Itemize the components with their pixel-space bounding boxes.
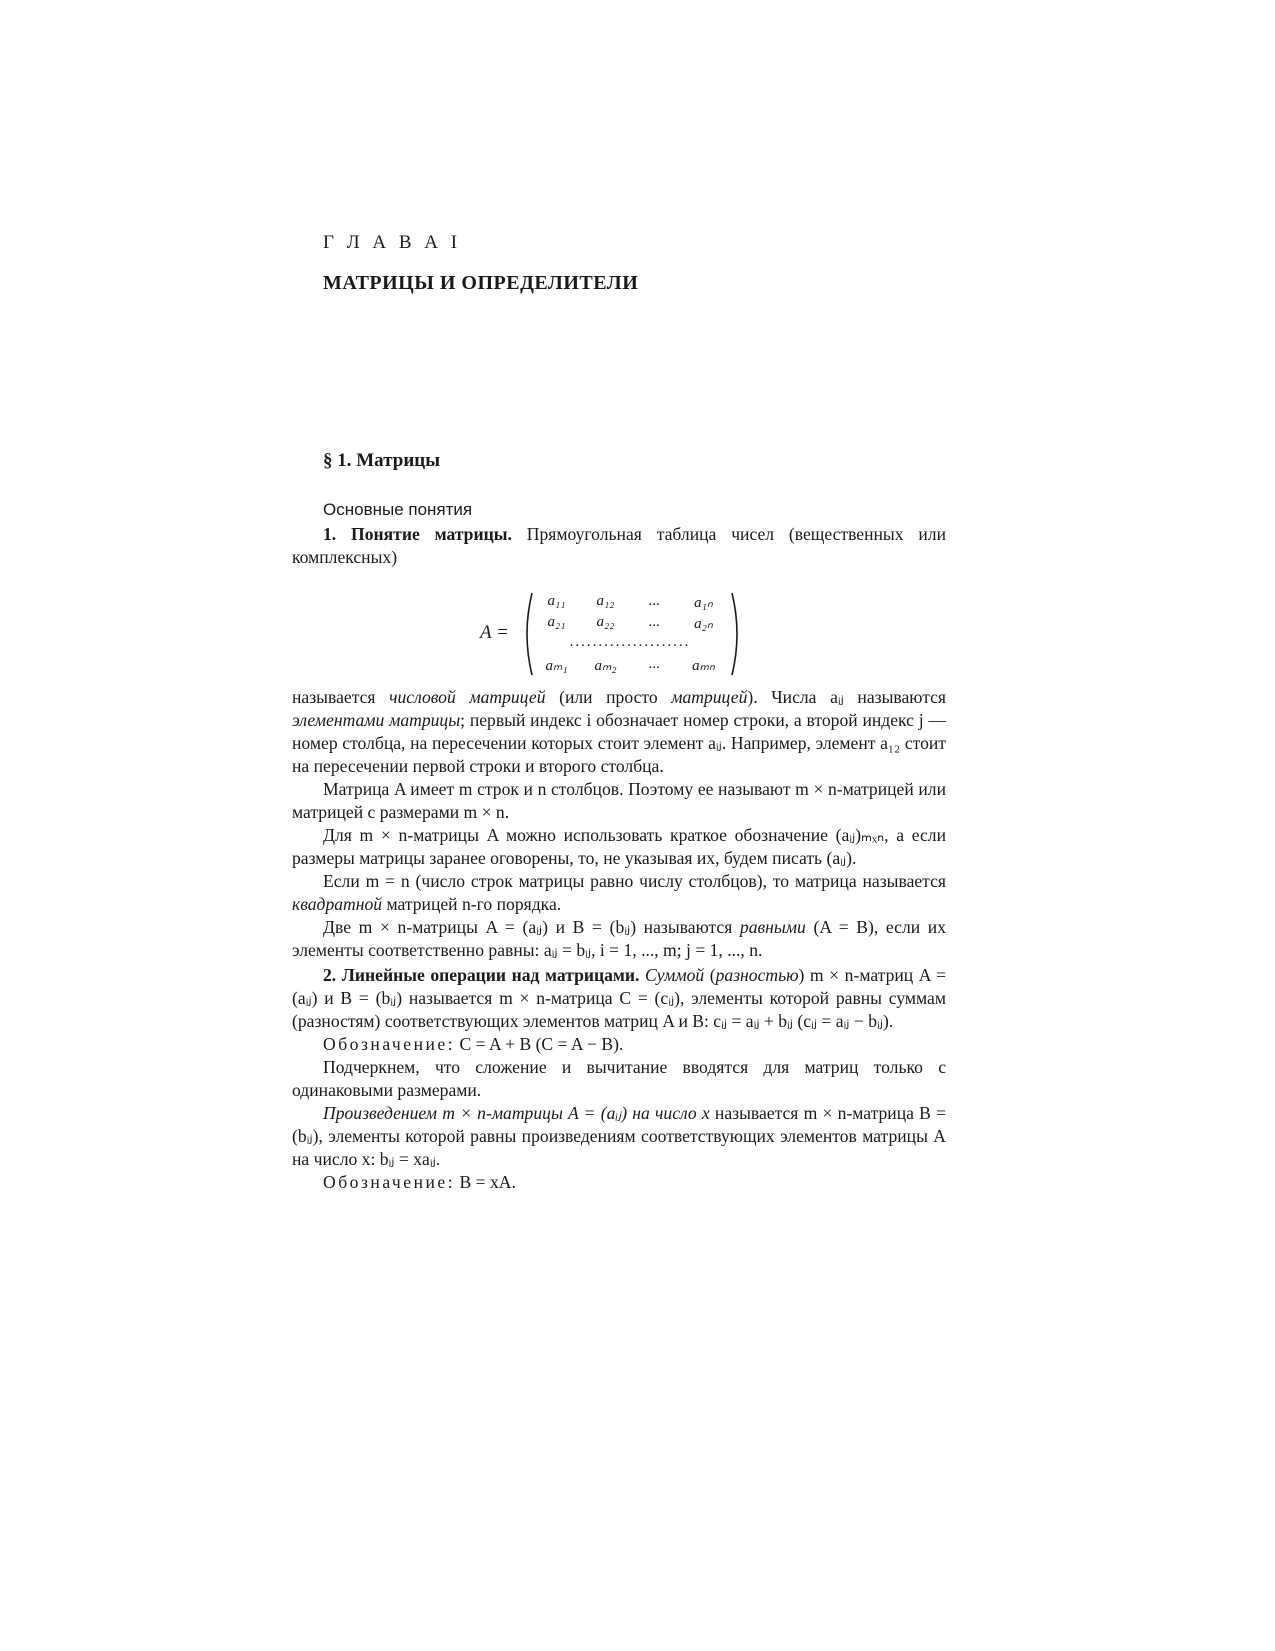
matrix-row [532,656,728,677]
section-title: § 1. Матрицы [323,450,441,471]
matrix-grid [532,593,728,677]
matrix-dots: ..................... [569,634,691,650]
paragraph-9: Подчеркнем, что сложение и вычитание вводятся для матриц только с одинаковыми размерами. [292,1057,946,1100]
matrix-lhs: A = [480,622,509,643]
matrix-cell: a₂₂ [596,614,615,630]
paragraph-1 [292,523,946,569]
term-elements: элементами матрицы [292,710,461,730]
paragraph-6: Две m × n-матрицы A = (aᵢⱼ) и B = (bᵢⱼ) называются равными (A = B), если их элементы соответственно равны: aᵢⱼ = bᵢⱼ, i = 1, ..., m; j = 1, ..., n. [292,917,946,960]
matrix-cell: a₁₁ [547,593,566,609]
paragraph-5: Если m = n (число строк матрицы равно числу столбцов), то матрица называется квадратной матрицей n-го порядка. [292,871,946,914]
matrix-cell: aₘₙ [692,658,715,674]
paragraph-3: Матрица A имеет m строк и n столбцов. Поэтому ее называют m × n-матрицей или матрицей с размерами m × n. [292,779,946,822]
paragraph-2: называется числовой матрицей (или просто матрицей). Числа aᵢⱼ называются элементами матрицы; первый индекс i обозначает номер строки, а второй индекс j — номер столбца, на пересечении которых стоит элемент aᵢⱼ. Например, элемент a₁₂ стоит на пересечении первой строки и второго столбца. [292,687,946,776]
matrix-display [480,591,760,681]
term-matrix: матрицей [671,687,748,707]
paragraph-1-heading: 1. Понятие матрицы. [323,524,512,544]
paragraph-1-text: Прямоугольная таблица чисел (вещественных или комплексных) [292,524,946,567]
term-square: квадратной [292,894,383,914]
paragraph-4: Для m × n-матрицы A можно использовать краткое обозначение (aᵢⱼ)ₘₓₙ, а если размеры матрицы заранее оговорены, то, не указывая их, будем писать (aᵢⱼ). [292,825,946,868]
term-difference: разностью [715,965,799,985]
matrix-cell: a₂ₙ [694,616,713,632]
notation-label: Обозначение: [323,1034,456,1054]
subsection-title: Основные понятия [323,500,473,519]
body-text [292,686,946,1194]
paragraph-8: Обозначение: C = A + B (C = A − B). [323,1034,624,1054]
matrix-cell: a₂₁ [547,614,566,630]
chapter-label: Г Л А В А I [323,232,462,253]
term-product: Произведением m × n-матрицы A = (aᵢⱼ) на число x [323,1103,710,1123]
paragraph-7-heading: 2. Линейные операции над матрицами. [323,965,640,985]
matrix-cell: ... [648,614,661,630]
matrix-cell: ... [648,593,661,609]
matrix-cell: aₘ₁ [545,658,568,674]
notation-label: Обозначение: [323,1172,456,1192]
matrix-row [532,593,728,614]
chapter-title: МАТРИЦЫ И ОПРЕДЕЛИТЕЛИ [323,272,639,294]
paragraph-11: Обозначение: B = xA. [323,1172,516,1192]
term-numeric-matrix: числовой матрицей [389,687,546,707]
paragraph-10: Произведением m × n-матрицы A = (aᵢⱼ) на число x называется m × n-матрица B = (bᵢⱼ), элементы которой равны произведениям соответствующих элементов матрицы A на число x: bᵢⱼ = xaᵢⱼ. [292,1103,946,1169]
matrix-cell: a₁ₙ [694,595,713,611]
matrix-cell: aₘ₂ [594,658,617,674]
term-equal: равными [739,917,806,937]
term-sum: Суммой [645,965,705,985]
matrix-row [532,614,728,635]
right-paren-icon [730,591,744,677]
matrix-cell: ... [648,656,661,672]
matrix-cell: a₁₂ [596,593,615,609]
paragraph-7: 2. Линейные операции над матрицами. Суммой (разностью) m × n-матриц A = (aᵢⱼ) и B = (bᵢⱼ) называется m × n-матрица C = (cᵢⱼ), элементы которой равны суммам (разностям) соответствующих элементов матриц A и B: cᵢⱼ = aᵢⱼ + bᵢⱼ (cᵢⱼ = aᵢⱼ − bᵢⱼ). [292,965,946,1031]
